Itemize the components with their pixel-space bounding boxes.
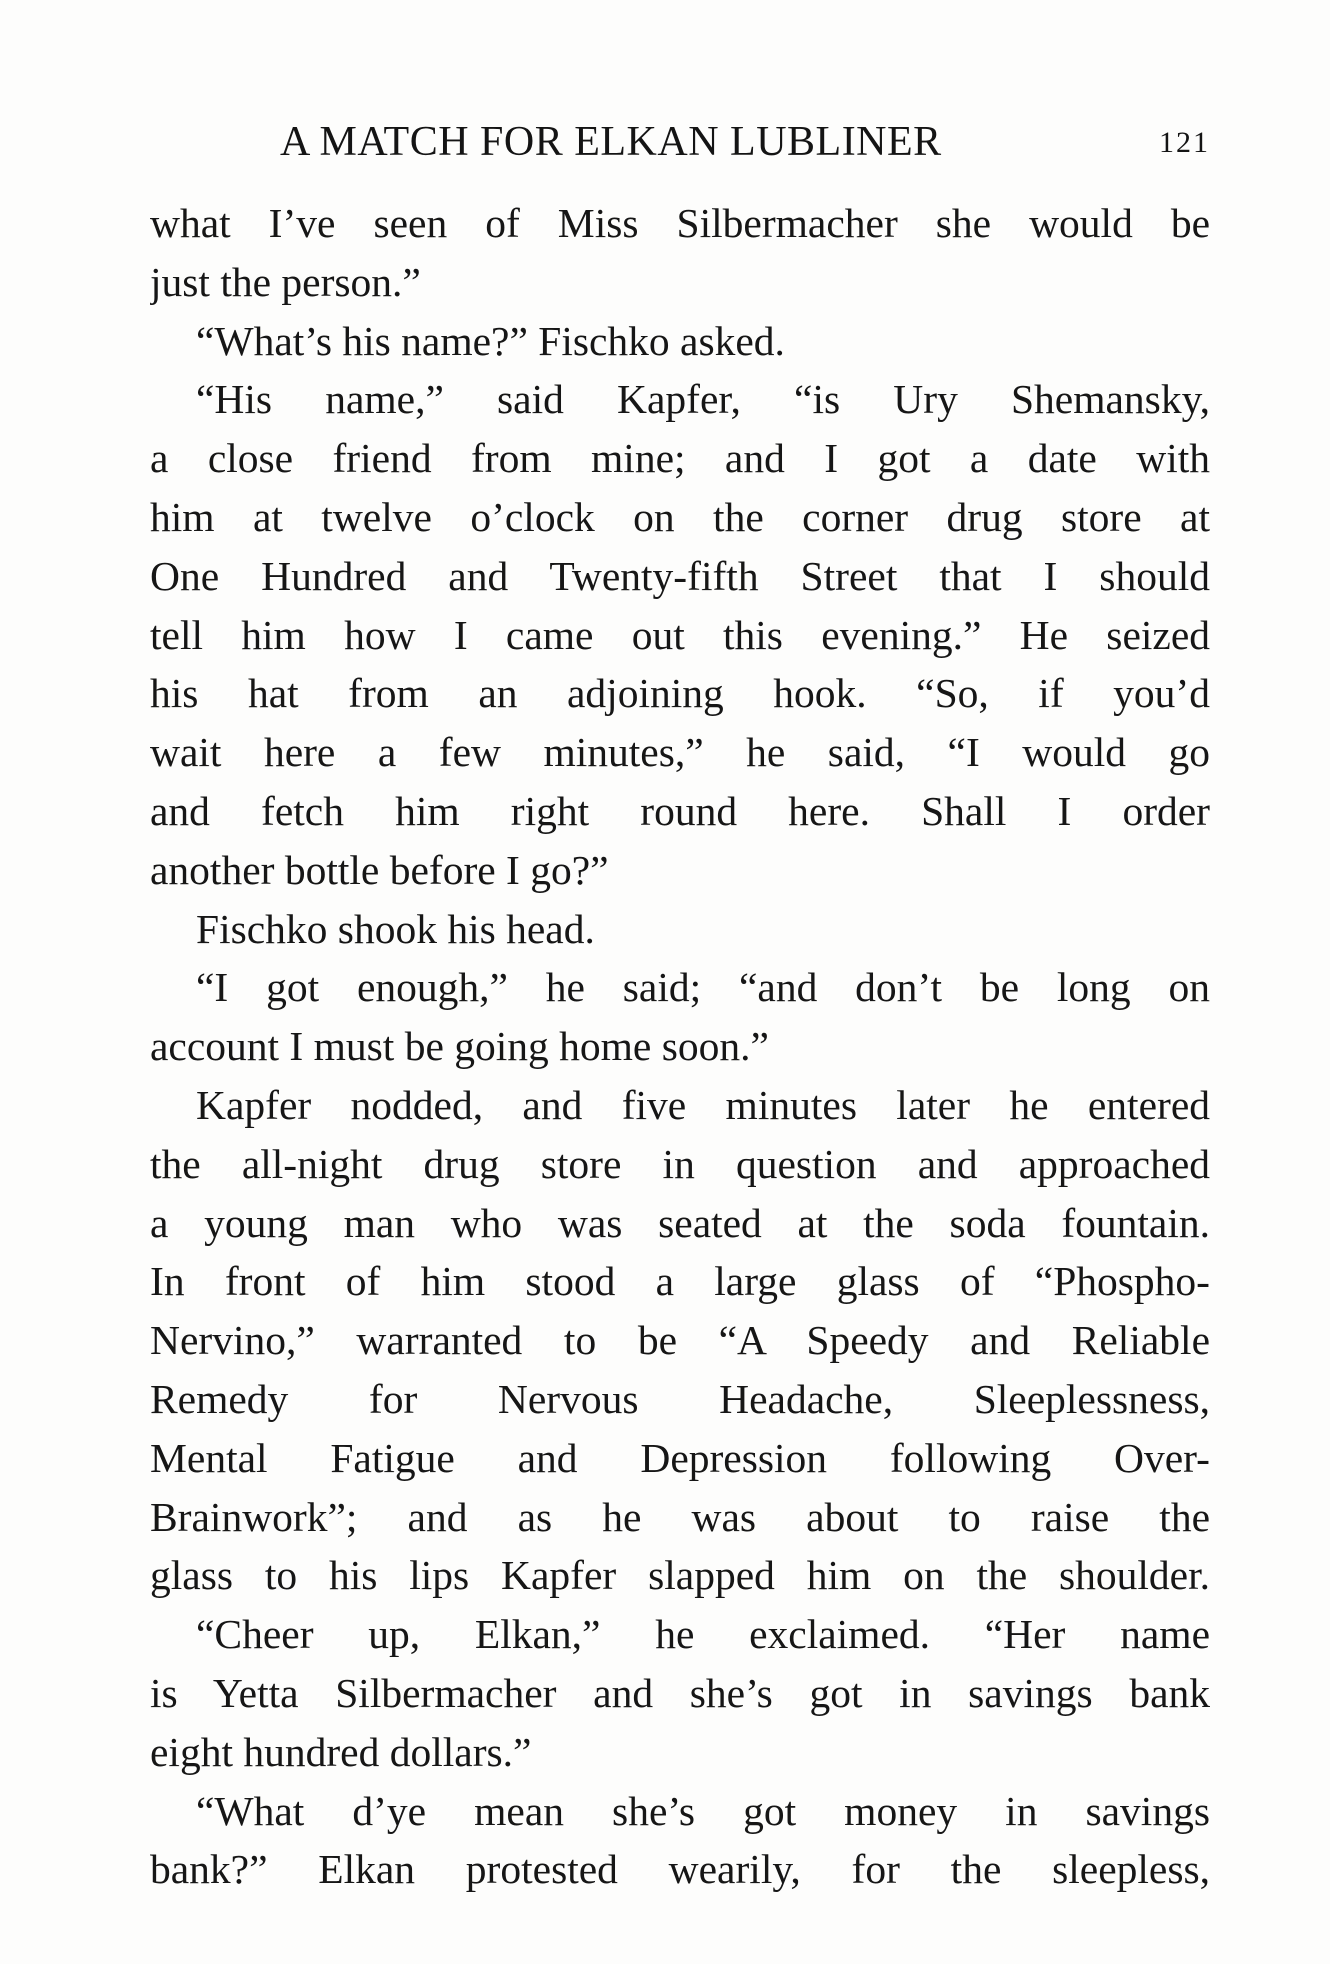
page-header — [150, 112, 1210, 172]
text-line: is Yetta Silbermacher and she’s got in savings bank — [150, 1669, 1210, 1716]
running-title: A MATCH FOR ELKAN LUBLINER — [280, 119, 942, 165]
text-line: account I must be going home soon.” — [150, 1023, 769, 1070]
text-line: and fetch him right round here. Shall I order — [150, 787, 1210, 834]
text-line: “What’s his name?” Fischko asked. — [196, 317, 785, 364]
body-text — [150, 194, 1210, 1899]
text-line: eight hundred dollars.” — [150, 1728, 532, 1775]
text-line: “I got enough,” he said; “and don’t be long on — [196, 964, 1210, 1011]
text-line: Kapfer nodded, and five minutes later he entered — [196, 1081, 1210, 1128]
text-line: Remedy for Nervous Headache, Sleeplessness, — [150, 1375, 1210, 1422]
text-line: the all-night drug store in question and approached — [150, 1140, 1210, 1187]
text-line: Nervino,” warranted to be “A Speedy and Reliable — [150, 1317, 1210, 1364]
text-line: what I’ve seen of Miss Silbermacher she would be — [150, 200, 1210, 246]
text-line: bank?” Elkan protested wearily, for the sleepless, — [150, 1846, 1210, 1893]
text-line: Brainwork”; and as he was about to raise the — [150, 1493, 1210, 1540]
text-line: tell him how I came out this evening.” He seized — [150, 611, 1210, 658]
text-line: wait here a few minutes,” he said, “I would go — [150, 729, 1210, 776]
page-number: 121 — [1159, 126, 1210, 159]
text-line: Mental Fatigue and Depression following Over- — [150, 1434, 1210, 1481]
text-line: a young man who was seated at the soda fountain. — [150, 1199, 1210, 1246]
text-line: his hat from an adjoining hook. “So, if you’d — [150, 670, 1210, 717]
text-line: just the person.” — [150, 258, 421, 305]
text-line: One Hundred and Twenty-fifth Street that I should — [150, 552, 1210, 599]
text-line: Fischko shook his head. — [196, 905, 595, 952]
text-line: “Cheer up, Elkan,” he exclaimed. “Her name — [196, 1611, 1210, 1658]
text-line: another bottle before I go?” — [150, 846, 609, 893]
text-line: “What d’ye mean she’s got money in savings — [196, 1787, 1210, 1834]
text-line: him at twelve o’clock on the corner drug store at — [150, 493, 1210, 540]
text-line: In front of him stood a large glass of “Phospho- — [150, 1258, 1210, 1305]
text-line: “His name,” said Kapfer, “is Ury Shemansky, — [196, 376, 1210, 423]
text-line: glass to his lips Kapfer slapped him on the shoulder. — [150, 1552, 1210, 1599]
text-line: a close friend from mine; and I got a date with — [150, 435, 1210, 482]
